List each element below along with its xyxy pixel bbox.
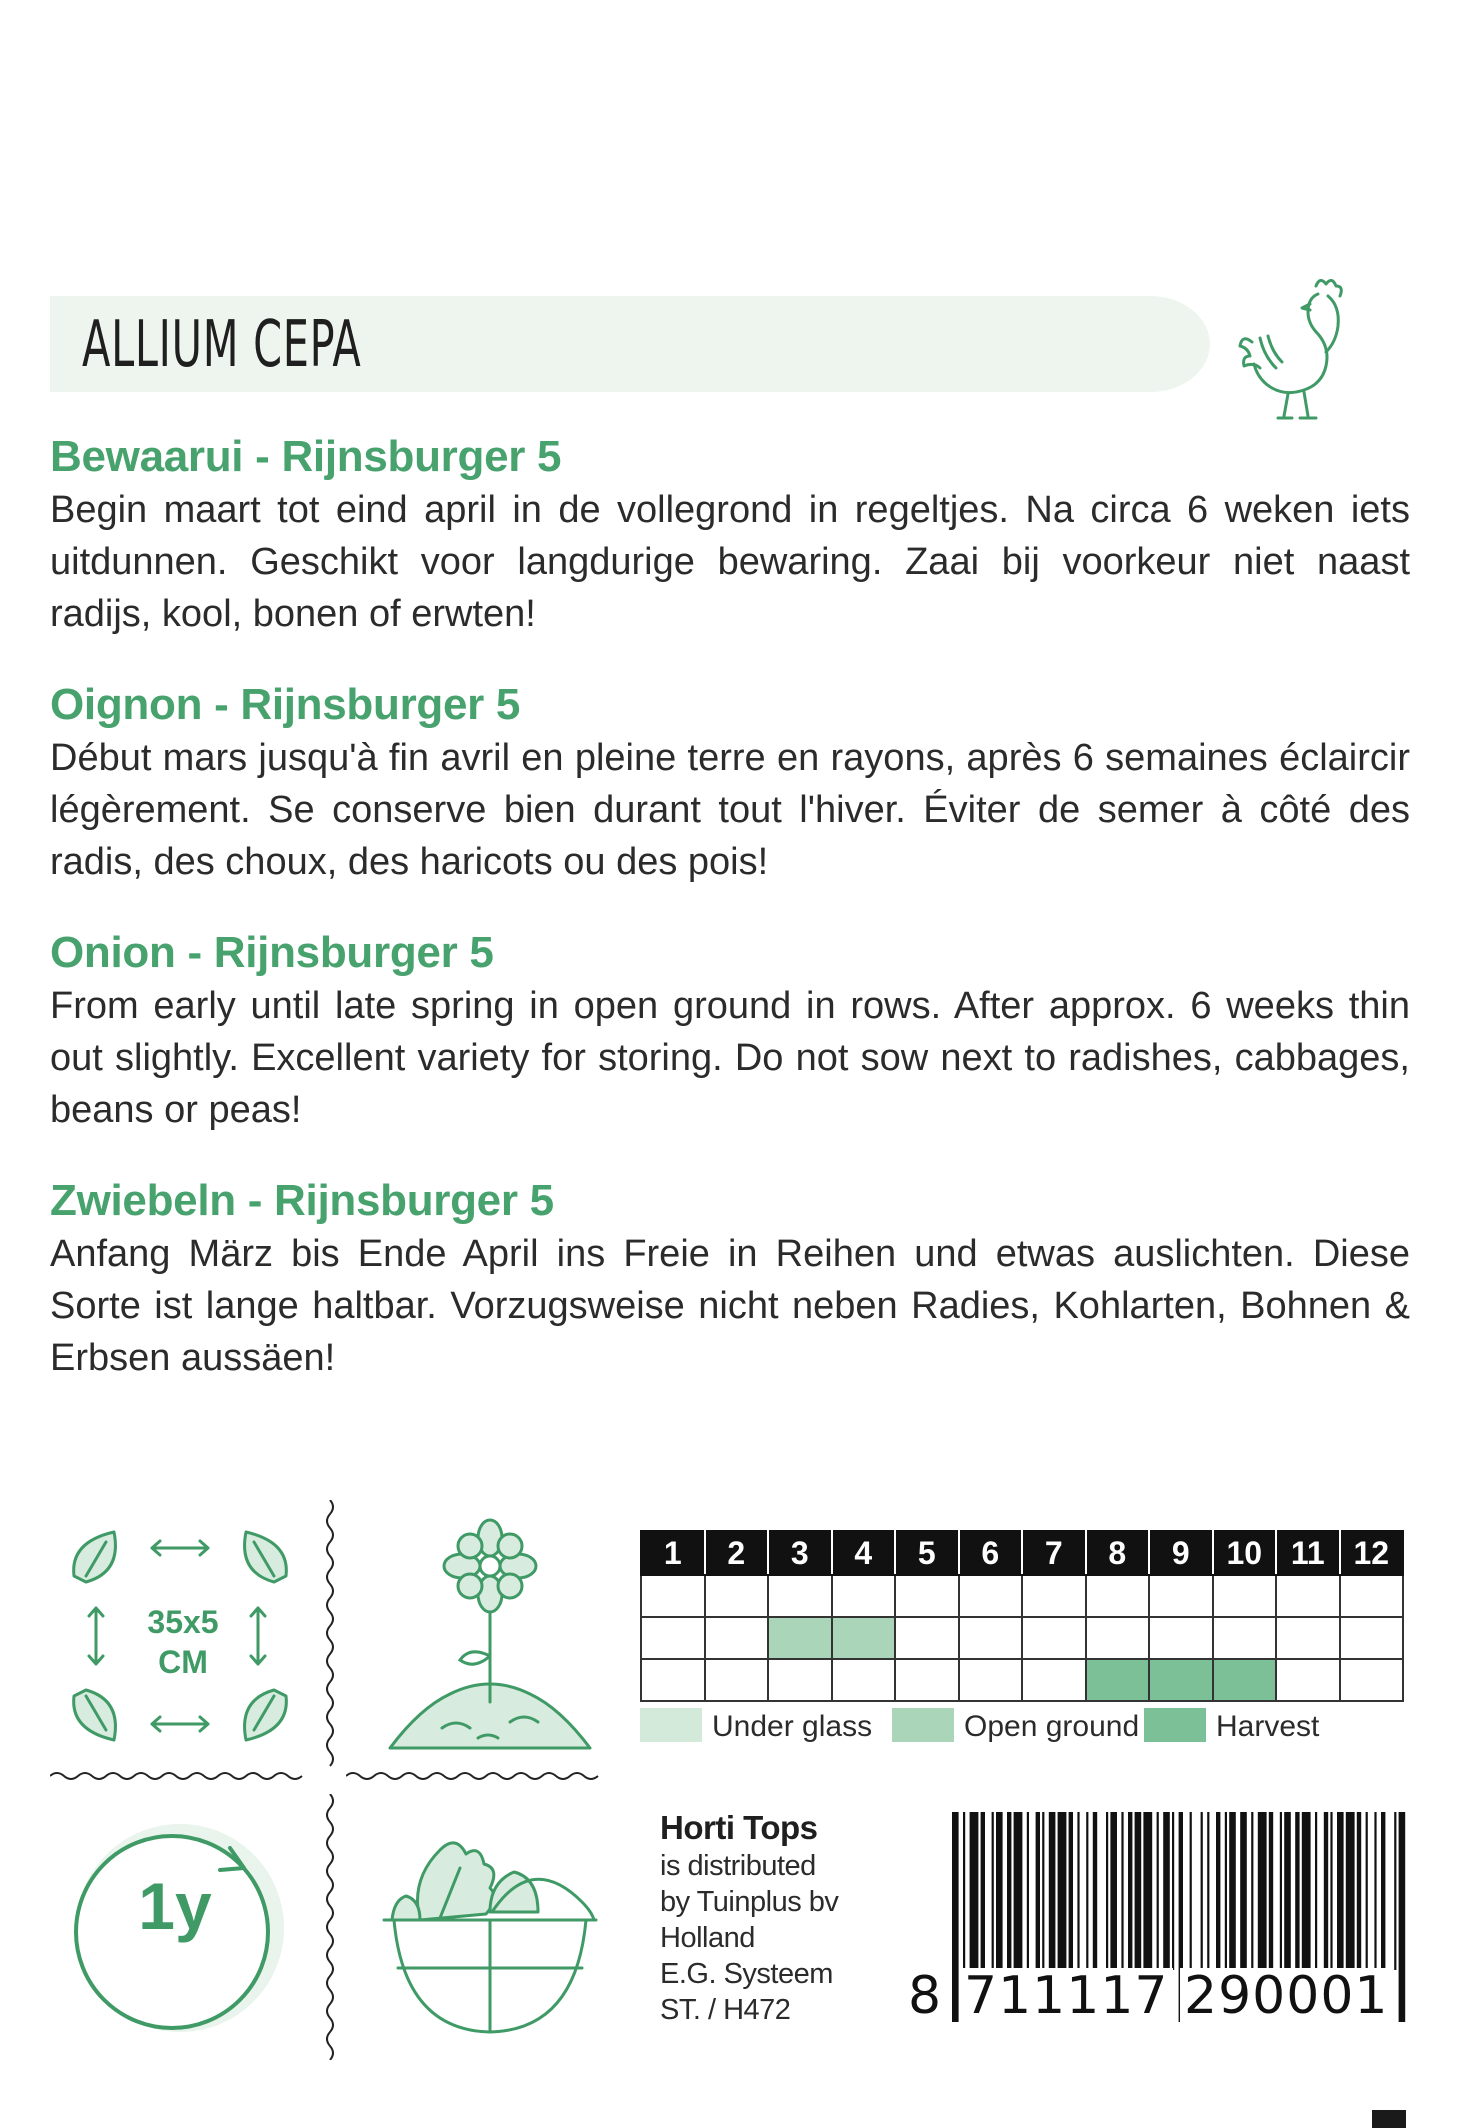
calendar-cell bbox=[641, 1617, 705, 1659]
calendar-cell bbox=[705, 1617, 769, 1659]
barcode-bar bbox=[1280, 1812, 1282, 1970]
spacing-label bbox=[128, 1602, 238, 1682]
barcode-bar bbox=[1110, 1812, 1117, 1970]
barcode-bar bbox=[992, 1812, 994, 1970]
barcode-bar bbox=[1007, 1812, 1011, 1970]
barcode-bar bbox=[1346, 1812, 1355, 1970]
barcode-bar bbox=[1086, 1812, 1088, 1970]
barcode-bar bbox=[1201, 1812, 1203, 1970]
distributor-line: E.G. Systeem bbox=[660, 1958, 833, 1990]
month-header: 2 bbox=[705, 1531, 769, 1575]
barcode-bar bbox=[1058, 1812, 1067, 1970]
barcode-bar bbox=[1269, 1812, 1273, 1970]
calendar-cell bbox=[959, 1575, 1023, 1617]
harvest-basket-icon bbox=[380, 1808, 600, 2048]
section-body: From early until late spring in open ground in rows. After approx. 6 weeks thin out slightly. Excellent variety for storing. Do not sow next to radishes, cabbages, beans or peas! bbox=[50, 985, 1410, 1131]
month-header: 10 bbox=[1213, 1531, 1277, 1575]
calendar-cell bbox=[1086, 1659, 1150, 1701]
calendar-cell bbox=[768, 1575, 832, 1617]
calendar-cell bbox=[1340, 1659, 1404, 1701]
brand-name: Horti Tops bbox=[660, 1809, 818, 1846]
barcode-bar bbox=[1077, 1812, 1079, 1970]
calendar-cell bbox=[768, 1617, 832, 1659]
month-header: 11 bbox=[1276, 1531, 1340, 1575]
calendar-cell bbox=[832, 1659, 896, 1701]
calendar-cell bbox=[1022, 1659, 1086, 1701]
barcode-bar bbox=[1172, 1812, 1174, 1970]
calendar-cell bbox=[1340, 1617, 1404, 1659]
calendar-cell bbox=[1276, 1659, 1340, 1701]
month-header: 5 bbox=[895, 1531, 959, 1575]
month-header: 9 bbox=[1149, 1531, 1213, 1575]
barcode-bar bbox=[1324, 1812, 1328, 1970]
calendar-row-open-ground bbox=[641, 1617, 1403, 1659]
month-header: 3 bbox=[768, 1531, 832, 1575]
calendar-cell bbox=[895, 1617, 959, 1659]
barcode-digit-first: 8 bbox=[908, 1968, 950, 2024]
legend-swatch bbox=[1144, 1708, 1206, 1742]
distributor-line: ST. / H472 bbox=[660, 1994, 791, 2026]
barcode-bar bbox=[1240, 1812, 1247, 1970]
month-header: 1 bbox=[641, 1531, 705, 1575]
calendar-cell bbox=[1149, 1575, 1213, 1617]
spacing-value: 35x5 bbox=[147, 1604, 219, 1640]
section-heading: Onion - Rijnsburger 5 bbox=[50, 928, 494, 977]
month-header: 8 bbox=[1086, 1531, 1150, 1575]
barcode-bar bbox=[1121, 1812, 1123, 1970]
barcode-bar bbox=[1374, 1812, 1376, 1970]
calendar-month-row bbox=[641, 1531, 1403, 1575]
calendar-cell bbox=[1276, 1575, 1340, 1617]
barcode-digits-right: 290001 bbox=[1180, 1968, 1393, 2024]
wavy-divider-vertical-top bbox=[318, 1500, 342, 1770]
section-body: Début mars jusqu'à fin avril en pleine terre en rayons, après 6 semaines éclaircir légèrement. Se conserve bien durant tout l'hiver. Éviter de semer à côté des radis, des choux, des haricots ou des pois! bbox=[50, 737, 1410, 883]
barcode-bar bbox=[996, 1812, 1003, 1970]
calendar-cell bbox=[1213, 1617, 1277, 1659]
calendar-cell bbox=[959, 1659, 1023, 1701]
calendar-cell bbox=[832, 1617, 896, 1659]
month-header: 6 bbox=[959, 1531, 1023, 1575]
section-body: Begin maart tot eind april in de vollegrond in regeltjes. Na circa 6 weken iets uitdunnen. Geschikt voor langdurige bewaring. Zaai bij voorkeur niet naast radijs, kool, bonen of erwten! bbox=[50, 489, 1410, 635]
calendar-cell bbox=[1149, 1659, 1213, 1701]
barcode-bar bbox=[1251, 1812, 1253, 1970]
barcode-bar bbox=[963, 1812, 965, 1970]
barcode-bar bbox=[1036, 1812, 1040, 1970]
barcode-bar bbox=[1163, 1812, 1170, 1970]
barcode-bar bbox=[1069, 1812, 1073, 1970]
barcode-bar bbox=[1135, 1812, 1142, 1970]
cycle-label: 1y bbox=[138, 1869, 212, 1943]
calendar-cell bbox=[1213, 1659, 1277, 1701]
distributor-line: is distributed bbox=[660, 1850, 816, 1882]
calendar-cell bbox=[1276, 1617, 1340, 1659]
barcode-bar bbox=[1042, 1812, 1044, 1970]
seedling-icon bbox=[380, 1516, 600, 1756]
calendar-cell bbox=[959, 1617, 1023, 1659]
distributor-line: Holland bbox=[660, 1922, 755, 1954]
barcode-bar bbox=[1027, 1812, 1029, 1970]
calendar-row-harvest bbox=[641, 1659, 1403, 1701]
barcode-bar bbox=[1207, 1812, 1209, 1970]
calendar-cell bbox=[1022, 1617, 1086, 1659]
legend-label: Open ground bbox=[964, 1710, 1140, 1743]
barcode-bar bbox=[1143, 1812, 1152, 1970]
distributor-line: by Tuinplus bv bbox=[660, 1886, 839, 1918]
section-english bbox=[50, 926, 1410, 1136]
legend-label: Harvest bbox=[1216, 1710, 1320, 1743]
calendar-cell bbox=[1022, 1575, 1086, 1617]
month-header: 12 bbox=[1340, 1531, 1404, 1575]
section-heading: Bewaarui - Rijnsburger 5 bbox=[50, 432, 562, 481]
calendar-cell bbox=[1213, 1575, 1277, 1617]
calendar-cell bbox=[705, 1659, 769, 1701]
calendar-cell bbox=[641, 1659, 705, 1701]
barcode-bar bbox=[1357, 1812, 1361, 1970]
legend-label: Under glass bbox=[712, 1710, 873, 1743]
barcode-bar bbox=[1128, 1812, 1132, 1970]
rooster-icon bbox=[1238, 272, 1368, 422]
barcode-bar bbox=[1229, 1812, 1236, 1970]
calendar-cell bbox=[705, 1575, 769, 1617]
calendar-cell bbox=[832, 1575, 896, 1617]
barcode-digits-left: 711117 bbox=[960, 1968, 1173, 2024]
barcode-bar bbox=[1106, 1812, 1108, 1970]
section-heading: Zwiebeln - Rijnsburger 5 bbox=[50, 1176, 554, 1225]
barcode-bar bbox=[1258, 1812, 1267, 1970]
barcode-bar bbox=[1225, 1812, 1227, 1970]
barcode-bar bbox=[1302, 1812, 1311, 1970]
barcode-bar bbox=[1295, 1812, 1299, 1970]
barcode-bar bbox=[1284, 1812, 1291, 1970]
barcode-bar bbox=[1190, 1812, 1192, 1970]
section-heading: Oignon - Rijnsburger 5 bbox=[50, 680, 521, 729]
barcode-bar bbox=[1315, 1812, 1317, 1970]
calendar-cell bbox=[895, 1659, 959, 1701]
barcode-bar bbox=[1337, 1812, 1344, 1970]
barcode-bar bbox=[1366, 1812, 1368, 1970]
wavy-divider-horizontal-left bbox=[50, 1764, 310, 1788]
legend-swatch bbox=[640, 1708, 702, 1742]
calendar-cell bbox=[895, 1575, 959, 1617]
section-french bbox=[50, 678, 1410, 888]
calendar-cell bbox=[1086, 1575, 1150, 1617]
calendar-cell bbox=[1149, 1617, 1213, 1659]
print-mark bbox=[1372, 2110, 1406, 2128]
month-header: 4 bbox=[832, 1531, 896, 1575]
barcode-bar bbox=[1157, 1812, 1159, 1970]
calendar-cell bbox=[641, 1575, 705, 1617]
wavy-divider-vertical-bottom bbox=[318, 1794, 342, 2060]
barcode-bar bbox=[981, 1812, 985, 1970]
barcode-bar bbox=[1093, 1812, 1097, 1970]
wavy-divider-horizontal-right bbox=[346, 1764, 606, 1788]
barcode-bar bbox=[1216, 1812, 1220, 1970]
barcode-number bbox=[908, 1968, 1408, 2024]
section-dutch bbox=[50, 430, 1410, 640]
sowing-calendar bbox=[640, 1530, 1404, 1702]
barcode-bar bbox=[1014, 1812, 1023, 1970]
month-header: 7 bbox=[1022, 1531, 1086, 1575]
barcode-bar bbox=[1381, 1812, 1385, 1970]
barcode-bar bbox=[1049, 1812, 1056, 1970]
calendar-row-under-glass bbox=[641, 1575, 1403, 1617]
calendar-cell bbox=[1340, 1575, 1404, 1617]
distributor-info bbox=[660, 1808, 920, 2028]
barcode-bar bbox=[970, 1812, 979, 1970]
barcode-bar bbox=[1330, 1812, 1332, 1970]
section-body: Anfang März bis Ende April ins Freie in Reihen und etwas auslichten. Diese Sorte ist lange haltbar. Vorzugsweise nicht neben Radies, Kohlarten, Bohnen & Erbsen aussäen! bbox=[50, 1233, 1410, 1379]
section-german bbox=[50, 1174, 1410, 1384]
barcode-bar bbox=[1394, 1812, 1396, 1970]
spacing-unit: CM bbox=[158, 1644, 208, 1680]
species-title: ALLIUM CEPA bbox=[82, 308, 362, 382]
legend-swatch bbox=[892, 1708, 954, 1742]
calendar-cell bbox=[768, 1659, 832, 1701]
calendar-cell bbox=[1086, 1617, 1150, 1659]
